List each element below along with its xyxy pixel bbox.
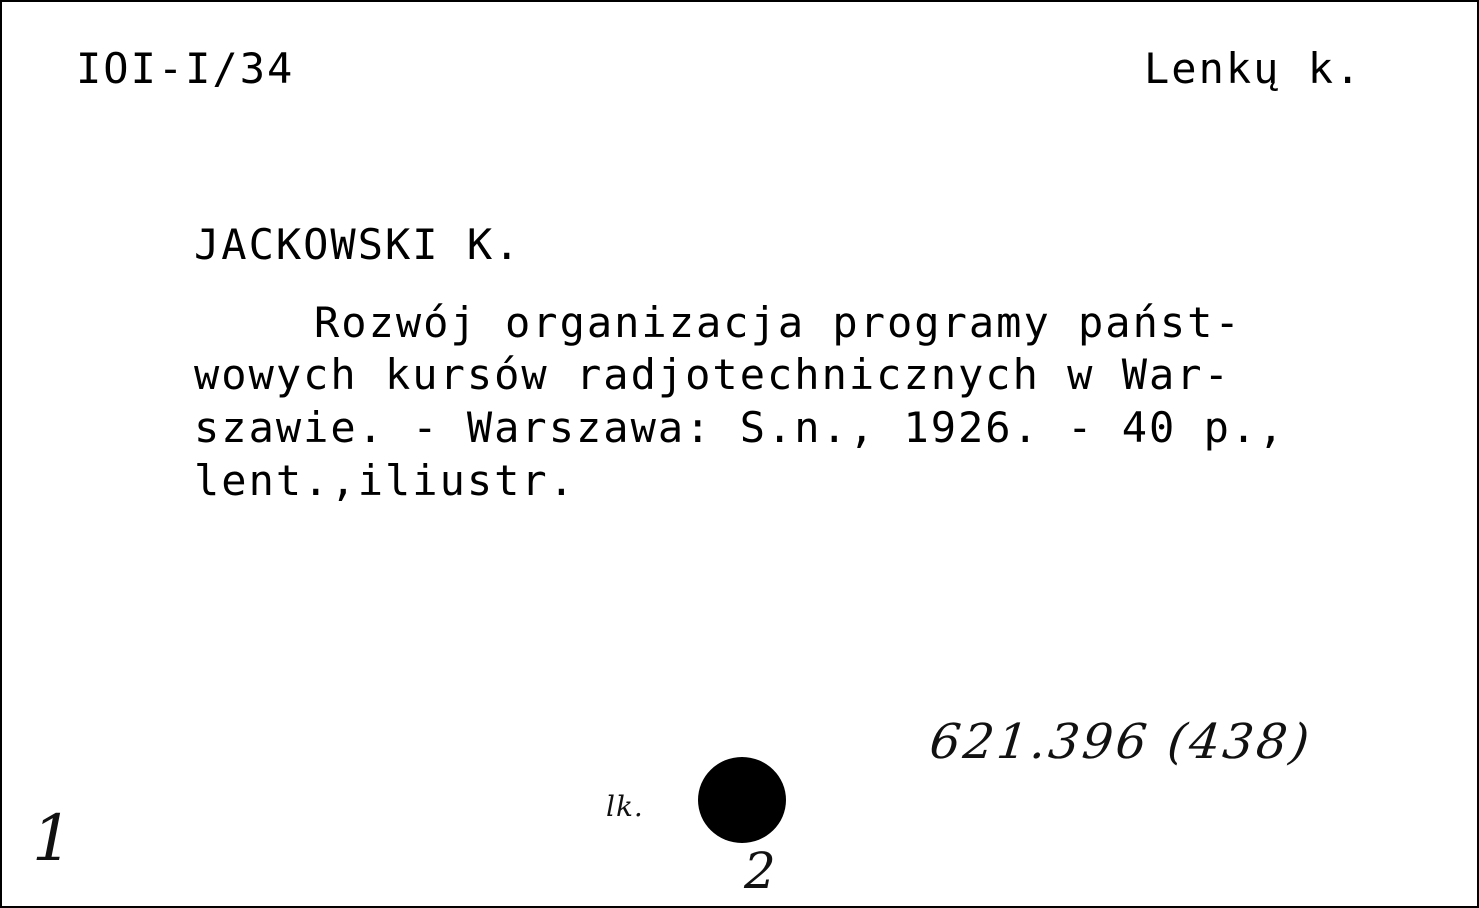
handwritten-sheet-number: 2 xyxy=(744,842,776,900)
punch-hole xyxy=(698,757,786,843)
author-heading: JACKOWSKI K. xyxy=(194,220,522,269)
handwritten-stamp-mark: lk. xyxy=(606,790,644,823)
handwritten-card-number: 1 xyxy=(32,802,73,876)
location-label: Lenkų k. xyxy=(1144,44,1363,93)
call-number: IOI-I/34 xyxy=(76,44,295,93)
description-line: szawie. - Warszawa: S.n., 1926. - 40 p., xyxy=(194,403,1286,452)
description-line: wowych kursów radjotechnicznych w War- xyxy=(194,350,1231,399)
description-line: Rozwój organizacja programy państ- xyxy=(314,298,1242,347)
description-line: lent.,iliustr. xyxy=(194,456,577,505)
handwritten-classification: 621.396 (438) xyxy=(927,714,1315,770)
